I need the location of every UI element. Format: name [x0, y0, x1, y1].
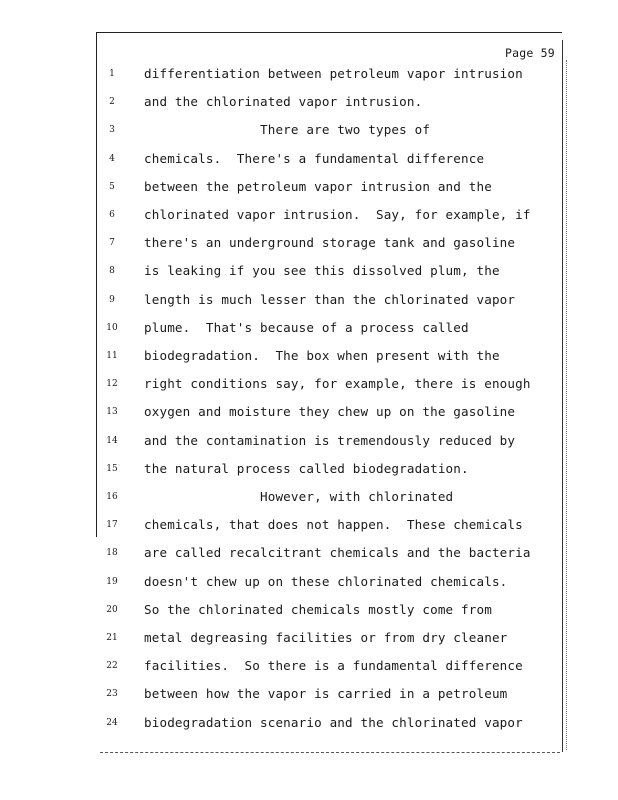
line-text: chlorinated vapor intrusion. Say, for example, if — [144, 207, 531, 222]
line-text: metal degreasing facilities or from dry cleaner — [144, 630, 508, 645]
line-number: 23 — [106, 689, 118, 700]
line-text: So the chlorinated chemicals mostly come from — [144, 601, 492, 617]
line-number: 7 — [109, 238, 115, 249]
line-number: 11 — [106, 351, 118, 361]
line-number: 13 — [106, 407, 118, 418]
line-number: 9 — [109, 294, 115, 305]
line-number: 5 — [109, 181, 115, 192]
transcript-line — [0, 207, 600, 235]
line-number: 14 — [106, 435, 118, 446]
transcript-line — [0, 122, 600, 150]
line-number: 17 — [106, 520, 118, 531]
line-text: chemicals, that does not happen. These chemicals — [144, 517, 523, 533]
page-border-bottom — [100, 752, 560, 753]
line-number: 3 — [109, 125, 115, 136]
transcript-line — [0, 404, 600, 432]
line-text: oxygen and moisture they chew up on the gasoline — [144, 404, 516, 420]
line-number: 6 — [109, 210, 115, 220]
transcript-line — [0, 715, 600, 743]
transcript-line — [0, 66, 600, 94]
line-number: 1 — [109, 69, 115, 79]
transcript-line — [0, 461, 600, 489]
transcript-line — [0, 151, 600, 179]
page-border-top — [96, 32, 562, 33]
line-text: and the chlorinated vapor intrusion. — [144, 94, 423, 110]
transcript-line — [0, 179, 600, 207]
line-text: is leaking if you see this dissolved plum, the — [144, 263, 500, 279]
transcript-line — [0, 94, 600, 122]
transcript-line — [0, 517, 600, 545]
line-text: differentiation between petroleum vapor intrusion — [144, 66, 523, 81]
transcript-line — [0, 686, 600, 714]
line-text: doesn't chew up on these chlorinated chemicals. — [144, 573, 508, 589]
page-number: Page 59 — [505, 46, 555, 60]
line-number: 15 — [106, 463, 118, 474]
line-text: chemicals. There's a fundamental difference — [144, 150, 485, 166]
line-number: 8 — [109, 266, 115, 277]
line-number: 20 — [106, 604, 118, 615]
transcript-line — [0, 348, 600, 376]
line-text: right conditions say, for example, there is enough — [144, 376, 531, 392]
line-number: 18 — [106, 548, 118, 559]
line-number: 4 — [109, 153, 115, 164]
transcript-line — [0, 545, 600, 573]
line-text: are called recalcitrant chemicals and the bacteria — [144, 545, 531, 561]
line-text: there's an underground storage tank and gasoline — [144, 235, 516, 251]
transcript-line — [0, 235, 600, 263]
line-number: 21 — [106, 633, 118, 643]
line-text: and the contamination is tremendously reduced by — [144, 432, 516, 448]
transcript-line — [0, 489, 600, 517]
transcript-line — [0, 292, 600, 320]
line-number: 19 — [106, 576, 118, 587]
line-text: length is much lesser than the chlorinated vapor — [144, 291, 516, 307]
line-number: 12 — [106, 379, 118, 390]
transcript-line — [0, 433, 600, 461]
line-number: 16 — [106, 492, 118, 502]
line-text: biodegradation. The box when present with the — [144, 348, 500, 363]
line-text: between how the vapor is carried in a petroleum — [144, 686, 508, 702]
line-text: facilities. So there is a fundamental difference — [144, 658, 523, 674]
line-number: 24 — [106, 717, 118, 728]
line-text: However, with chlorinated — [144, 489, 454, 504]
transcript-line — [0, 602, 600, 630]
transcript-line — [0, 658, 600, 686]
line-text: plume. That's because of a process called — [144, 319, 469, 335]
transcript-line — [0, 574, 600, 602]
line-number: 2 — [109, 97, 115, 108]
line-number: 22 — [106, 661, 118, 672]
line-text: There are two types of — [144, 122, 431, 138]
line-text: between the petroleum vapor intrusion and the — [144, 178, 492, 194]
transcript-line — [0, 320, 600, 348]
transcript-line — [0, 376, 600, 404]
transcript-line — [0, 263, 600, 291]
line-text: the natural process called biodegradation. — [144, 460, 469, 476]
transcript-line — [0, 630, 600, 658]
line-text: biodegradation scenario and the chlorinated vapor — [144, 714, 523, 730]
line-number: 10 — [106, 322, 118, 333]
